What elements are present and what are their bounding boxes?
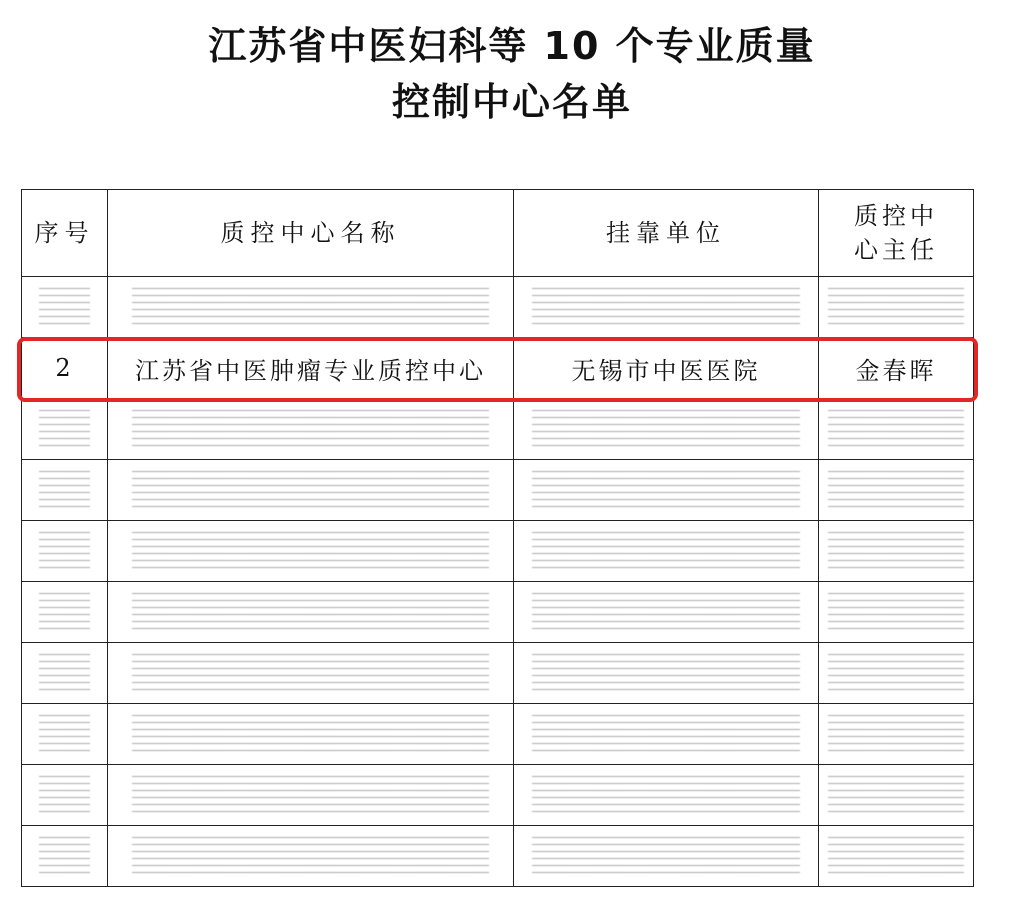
blurred-cell bbox=[22, 582, 108, 643]
table-row-blurred bbox=[22, 826, 974, 887]
blurred-cell bbox=[22, 399, 108, 460]
row-host-unit: 无锡市中医医院 bbox=[514, 338, 819, 399]
blurred-cell bbox=[514, 826, 819, 887]
header-host-unit: 挂靠单位 bbox=[514, 190, 819, 277]
blurred-cell bbox=[108, 460, 514, 521]
blurred-cell bbox=[108, 826, 514, 887]
blurred-cell bbox=[22, 521, 108, 582]
table-row-blurred bbox=[22, 643, 974, 704]
table-row-blurred bbox=[22, 399, 974, 460]
blurred-cell bbox=[514, 704, 819, 765]
blurred-cell bbox=[514, 643, 819, 704]
blurred-cell bbox=[22, 826, 108, 887]
table-row-blurred bbox=[22, 277, 974, 338]
table-header-row bbox=[22, 190, 974, 277]
blurred-cell bbox=[22, 704, 108, 765]
header-director-label: 质控中心主任 bbox=[853, 202, 938, 264]
table-row-blurred bbox=[22, 765, 974, 826]
blurred-cell bbox=[819, 521, 974, 582]
blurred-cell bbox=[819, 399, 974, 460]
blurred-cell bbox=[22, 277, 108, 338]
blurred-cell bbox=[819, 704, 974, 765]
blurred-cell bbox=[108, 643, 514, 704]
blurred-cell bbox=[108, 582, 514, 643]
blurred-cell bbox=[22, 765, 108, 826]
blurred-cell bbox=[108, 399, 514, 460]
title-line-1: 江苏省中医妇科等 10 个专业质量 bbox=[208, 24, 816, 68]
header-director bbox=[819, 190, 974, 277]
blurred-cell bbox=[514, 277, 819, 338]
blurred-cell bbox=[514, 399, 819, 460]
blurred-cell bbox=[819, 826, 974, 887]
table-row-blurred bbox=[22, 521, 974, 582]
blurred-cell bbox=[108, 521, 514, 582]
blurred-cell bbox=[108, 277, 514, 338]
document-title bbox=[0, 18, 1024, 130]
blurred-cell bbox=[514, 460, 819, 521]
blurred-cell bbox=[819, 643, 974, 704]
row-director: 金春晖 bbox=[819, 338, 974, 399]
quality-center-table bbox=[21, 189, 974, 887]
blurred-cell bbox=[819, 277, 974, 338]
blurred-cell bbox=[514, 765, 819, 826]
blurred-cell bbox=[514, 521, 819, 582]
blurred-cell bbox=[819, 582, 974, 643]
table-row-highlighted bbox=[22, 338, 974, 399]
blurred-cell bbox=[514, 582, 819, 643]
table-row-blurred bbox=[22, 460, 974, 521]
blurred-cell bbox=[819, 765, 974, 826]
header-index: 序号 bbox=[22, 190, 108, 277]
blurred-cell bbox=[22, 643, 108, 704]
row-center-name: 江苏省中医肿瘤专业质控中心 bbox=[108, 338, 514, 399]
blurred-cell bbox=[819, 460, 974, 521]
table-row-blurred bbox=[22, 582, 974, 643]
header-center-name: 质控中心名称 bbox=[108, 190, 514, 277]
table-row-blurred bbox=[22, 704, 974, 765]
row-index: 2 bbox=[22, 338, 108, 399]
blurred-cell bbox=[108, 765, 514, 826]
blurred-cell bbox=[108, 704, 514, 765]
blurred-cell bbox=[22, 460, 108, 521]
title-line-2: 控制中心名单 bbox=[391, 80, 632, 124]
